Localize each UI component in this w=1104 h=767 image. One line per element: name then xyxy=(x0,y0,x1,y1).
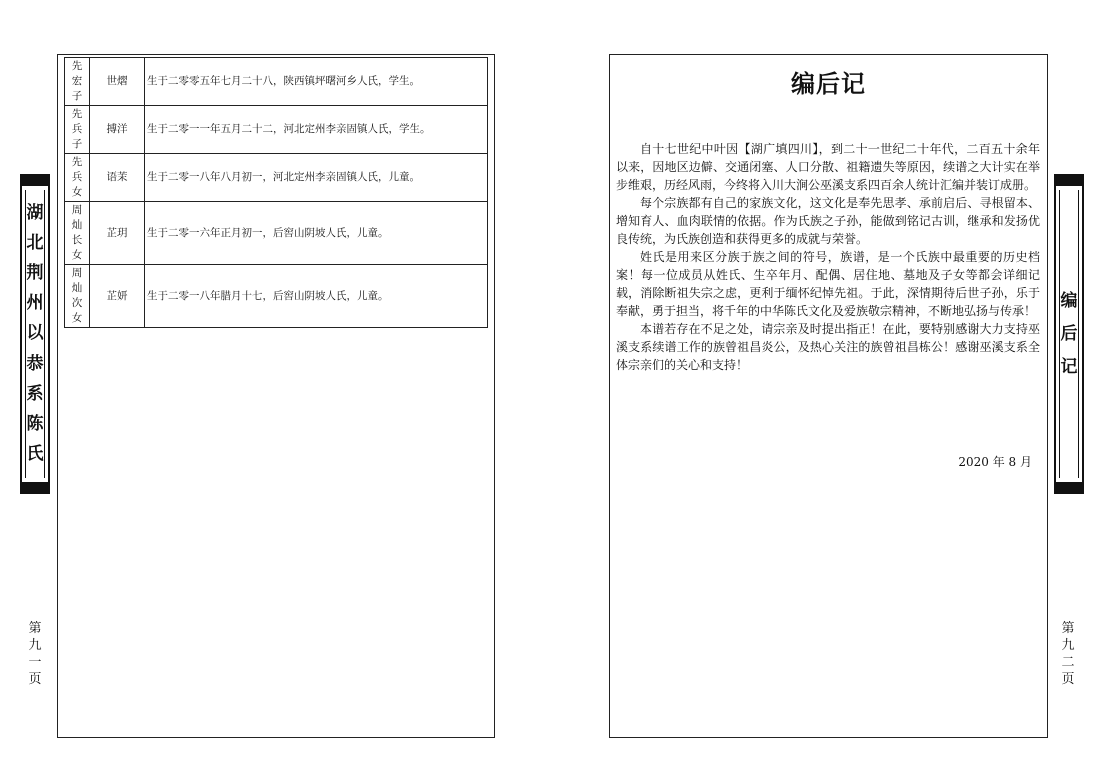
table-row xyxy=(65,106,488,154)
left-tab-char: 恭 xyxy=(26,353,44,374)
page-number-char: 九 xyxy=(1061,638,1075,653)
left-tab-char: 北 xyxy=(26,232,44,253)
page-number-char: 九 xyxy=(28,638,42,653)
right-page-number xyxy=(1058,620,1078,688)
paragraph: 每个宗族都有自己的家族文化，这文化是奉先思孝、承前启后、寻根留本、增知育人、血肉联情的依据。作为氏族之子孙，能做到铭记古训，继承和发扬优良传统，为氏族创造和获得更多的成就与荣誉。 xyxy=(616,196,1040,246)
paragraph: 本谱若存在不足之处，请宗亲及时提出指正！在此，要特别感谢大力支持巫溪支系续谱工作的族曾祖昌炎公，及热心关注的族曾祖昌栋公！感谢巫溪支系全体宗亲们的关心和支持！ xyxy=(616,322,1040,372)
article-body xyxy=(616,140,1040,374)
paragraph: 自十七世纪中叶因【湖广填四川】，到二十一世纪二十年代，二百五十余年以来，因地区边僻、交通闭塞、人口分散、祖籍遗失等原因，续谱之大计实在举步维艰，历经风雨，今终将入川大涧公巫溪支系四百余人统计汇编并装订成册。 xyxy=(616,142,1040,192)
page-number-char: 第 xyxy=(28,621,42,636)
right-tab-char: 记 xyxy=(1060,356,1078,377)
left-tab-char: 荆 xyxy=(26,263,44,284)
table-row xyxy=(65,154,488,202)
left-tab-char: 以 xyxy=(26,323,44,344)
left-side-tab xyxy=(20,174,50,494)
table-row xyxy=(65,265,488,328)
detail-cell: 生于二零零五年七月二十八，陕西镇坪曙河乡人氏，学生。 xyxy=(145,58,488,106)
page-number-char: 一 xyxy=(28,655,42,670)
detail-cell: 生于二零一一年五月二十二，河北定州李亲固镇人氏，学生。 xyxy=(145,106,488,154)
page-number-char: 页 xyxy=(1061,672,1075,687)
table-row xyxy=(65,202,488,265)
page-title: 编后记 xyxy=(791,69,866,98)
left-side-tab-text xyxy=(25,190,45,478)
page-number-char: 二 xyxy=(1061,655,1075,670)
genealogy-table xyxy=(64,57,488,328)
name-cell: 搏洋 xyxy=(90,106,145,154)
detail-cell: 生于二零一八年八月初一，河北定州李亲固镇人氏，儿童。 xyxy=(145,154,488,202)
relation-cell: 先兵女 xyxy=(65,154,90,202)
right-tab-char: 编 xyxy=(1060,290,1078,311)
paragraph: 姓氏是用来区分族于族之间的符号，族谱，是一个氏族中最重要的历史档案！每一位成员从姓氏、生卒年月、配偶、居住地、墓地及子女等都会详细记载，消除断祖失宗之虑，更利于缅怀纪悼先祖。于此，深情期待后世子孙，乐于奉献，勇于担当，将千年的中华陈氏文化及爱族敬宗精神，不断地弘扬与传承！ xyxy=(616,250,1040,318)
relation-cell: 先兵子 xyxy=(65,106,90,154)
right-side-tab xyxy=(1054,174,1084,494)
detail-cell: 生于二零一八年腊月十七，后窖山阴坡人氏，儿童。 xyxy=(145,265,488,328)
name-cell: 芷妍 xyxy=(90,265,145,328)
left-tab-char: 湖 xyxy=(26,202,44,223)
right-tab-char: 后 xyxy=(1060,323,1078,344)
left-tab-char: 陈 xyxy=(26,414,44,435)
left-page-number xyxy=(25,620,45,688)
right-side-tab-text xyxy=(1059,190,1079,478)
relation-cell: 周灿长女 xyxy=(65,202,90,265)
detail-cell: 生于二零一六年正月初一，后窖山阴坡人氏，儿童。 xyxy=(145,202,488,265)
article-date: 2020 年 8 月 xyxy=(958,455,1032,469)
page-number-char: 页 xyxy=(28,672,42,687)
table-row xyxy=(65,58,488,106)
relation-cell: 周灿次女 xyxy=(65,265,90,328)
left-tab-char: 系 xyxy=(26,383,44,404)
name-cell: 芷玥 xyxy=(90,202,145,265)
page-number-char: 第 xyxy=(1061,621,1075,636)
left-tab-char: 氏 xyxy=(26,444,44,465)
relation-cell: 先宏子 xyxy=(65,58,90,106)
name-cell: 语茉 xyxy=(90,154,145,202)
left-tab-char: 州 xyxy=(26,293,44,314)
name-cell: 世熠 xyxy=(90,58,145,106)
